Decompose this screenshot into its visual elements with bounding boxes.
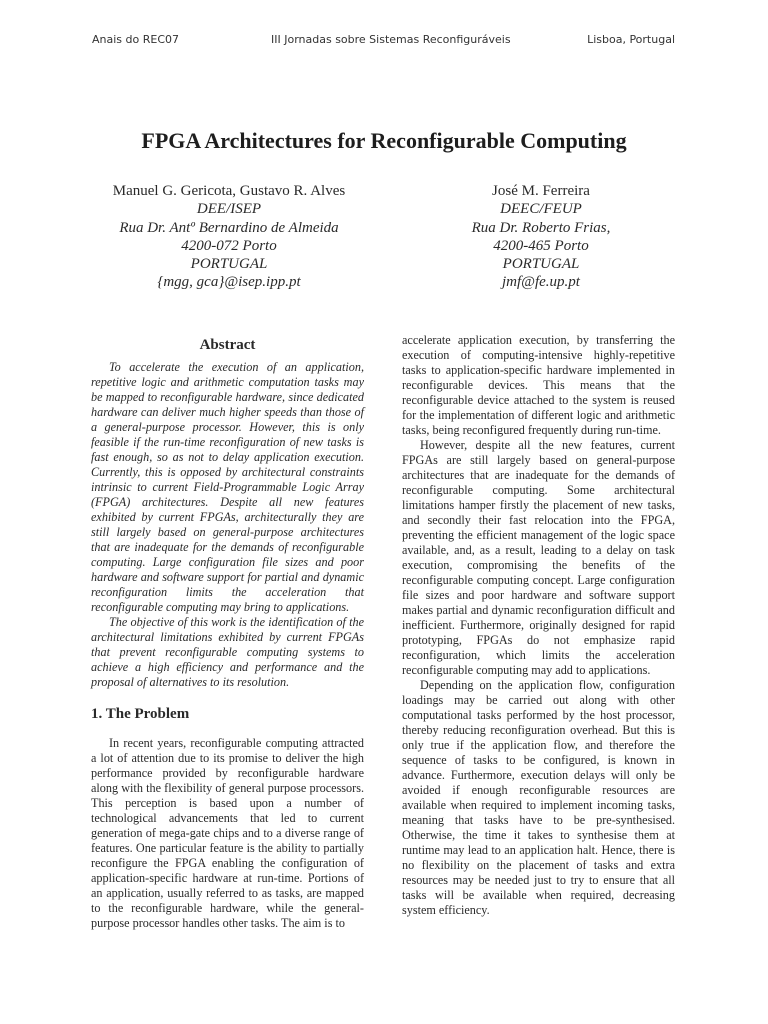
- author-department: DEEC/FEUP: [500, 201, 582, 218]
- left-column: [91, 336, 364, 931]
- right-column: [402, 333, 675, 918]
- author-email: {mgg, gca}@isep.ipp.pt: [157, 274, 301, 291]
- author-email: jmf@fe.up.pt: [502, 274, 580, 291]
- body-paragraph-2: However, despite all the new features, current FPGAs are still largely based on general-purpose architectures that are inadequate for the demands of reconfigurable computing. Some architectural limitations hamper firstly the placement of new tasks, and secondly their fast relocation into the FPGA, preventing the efficient management of the logic space available, and, as a result, leading to a delay on task execution, compromising the benefits of the reconfigurable computing concept. Large configuration file sizes and poor hardware and software support makes partial and dynamic reconfiguration difficult and inefficient. Furthermore, originally designed for rapid prototyping, FPGAs do not emphasize rapid reconfiguration, which limits the acceleration reconfigurable computing may add to applications.: [402, 438, 675, 677]
- running-header: [92, 33, 675, 49]
- author-city: 4200-072 Porto: [181, 237, 277, 254]
- author-city: 4200-465 Porto: [493, 237, 589, 254]
- author-names: Manuel G. Gericota, Gustavo R. Alves: [112, 183, 346, 199]
- body-paragraph-1-continued: accelerate application execution, by transferring the execution of computing-intensive highly-repetitive tasks to application-specific hardware implemented in reconfigurable devices. This means that the reconfigurable device attached to the system is reused for the implementation of different logic and arithmetic tasks, being reconfigured frequently during run-time.: [402, 333, 675, 437]
- author-block-left: [86, 182, 372, 292]
- paper-title: FPGA Architectures for Reconfigurable Computing: [141, 128, 627, 153]
- author-country: PORTUGAL: [190, 256, 268, 273]
- body-paragraph-1: In recent years, reconfigurable computing attracted a lot of attention due to its promise to deliver the high performance provided by reconfigurable hardware along with the flexibility of general purpose processors. This perception is based upon a number of technological advancements that led to current generation of mega-gate chips and to a diverse range of features. One particular feature is the ability to partially reconfigure the FPGA enabling the configuration of application-specific hardware at run-time. Portions of an application, usually referred to as tasks, are mapped to the reconfigurable hardware, while the general-purpose processor handles other tasks. The aim is to: [91, 736, 364, 930]
- author-department: DEE/ISEP: [196, 201, 262, 218]
- author-country: PORTUGAL: [502, 256, 580, 273]
- header-conference: III Jornadas sobre Sistemas Reconfiguráveis: [271, 33, 511, 46]
- section-heading: 1. The Problem: [91, 706, 190, 722]
- author-street: Rua Dr. Roberto Frias,: [471, 219, 611, 236]
- header-proceedings: Anais do REC07: [92, 33, 180, 46]
- abstract-paragraph-1: To accelerate the execution of an application, repetitive logic and arithmetic computation tasks may be mapped to reconfigurable hardware, since dedicated hardware can deliver much higher speeds than those of a general-purpose processor. However, this is only feasible if the run-time reconfiguration of new tasks is fast enough, so as not to delay application execution. Currently, this is opposed by architectural constraints intrinsic to current Field-Programmable Logic Array (FPGA) architectures. Despite all new features exhibited by current FPGAs, architecturally they are still largely based on general-purpose architectures that are inadequate for the demands of reconfigurable computing. Large configuration file sizes and poor hardware and software support for partial and dynamic reconfiguration limits the acceleration that reconfigurable computing may bring to applications.: [91, 360, 364, 614]
- body-paragraph-3: Depending on the application flow, configuration loadings may be carried out along with other computational tasks performed by the host processor, thereby reducing reconfiguration overhead. But this is only true if the application flow, and therefore the sequence of tasks to be configured, is known in advance. Furthermore, execution delays will only be avoided if enough reconfigurable resources are available when required to implement incoming tasks, meaning that tasks have to be pre-synthesised. Otherwise, the time it takes to synthesise them at runtime may lead to an application halt. Hence, there is no flexibility on the placement of tasks and extra resources may be needed just to try to ensure that all tasks will be available when required, decreasing system efficiency.: [402, 678, 675, 917]
- abstract-paragraph-2: The objective of this work is the identification of the architectural limitations exhibited by current FPGAs that prevent reconfigurable computing systems to achieve a high efficiency and performance and the proposal of alternatives to its resolution.: [91, 615, 364, 689]
- author-names: José M. Ferreira: [492, 183, 590, 199]
- abstract-heading: Abstract: [199, 337, 256, 353]
- author-block-right: [398, 182, 684, 292]
- author-street: Rua Dr. Antº Bernardino de Almeida: [119, 219, 339, 236]
- header-location: Lisboa, Portugal: [587, 33, 675, 46]
